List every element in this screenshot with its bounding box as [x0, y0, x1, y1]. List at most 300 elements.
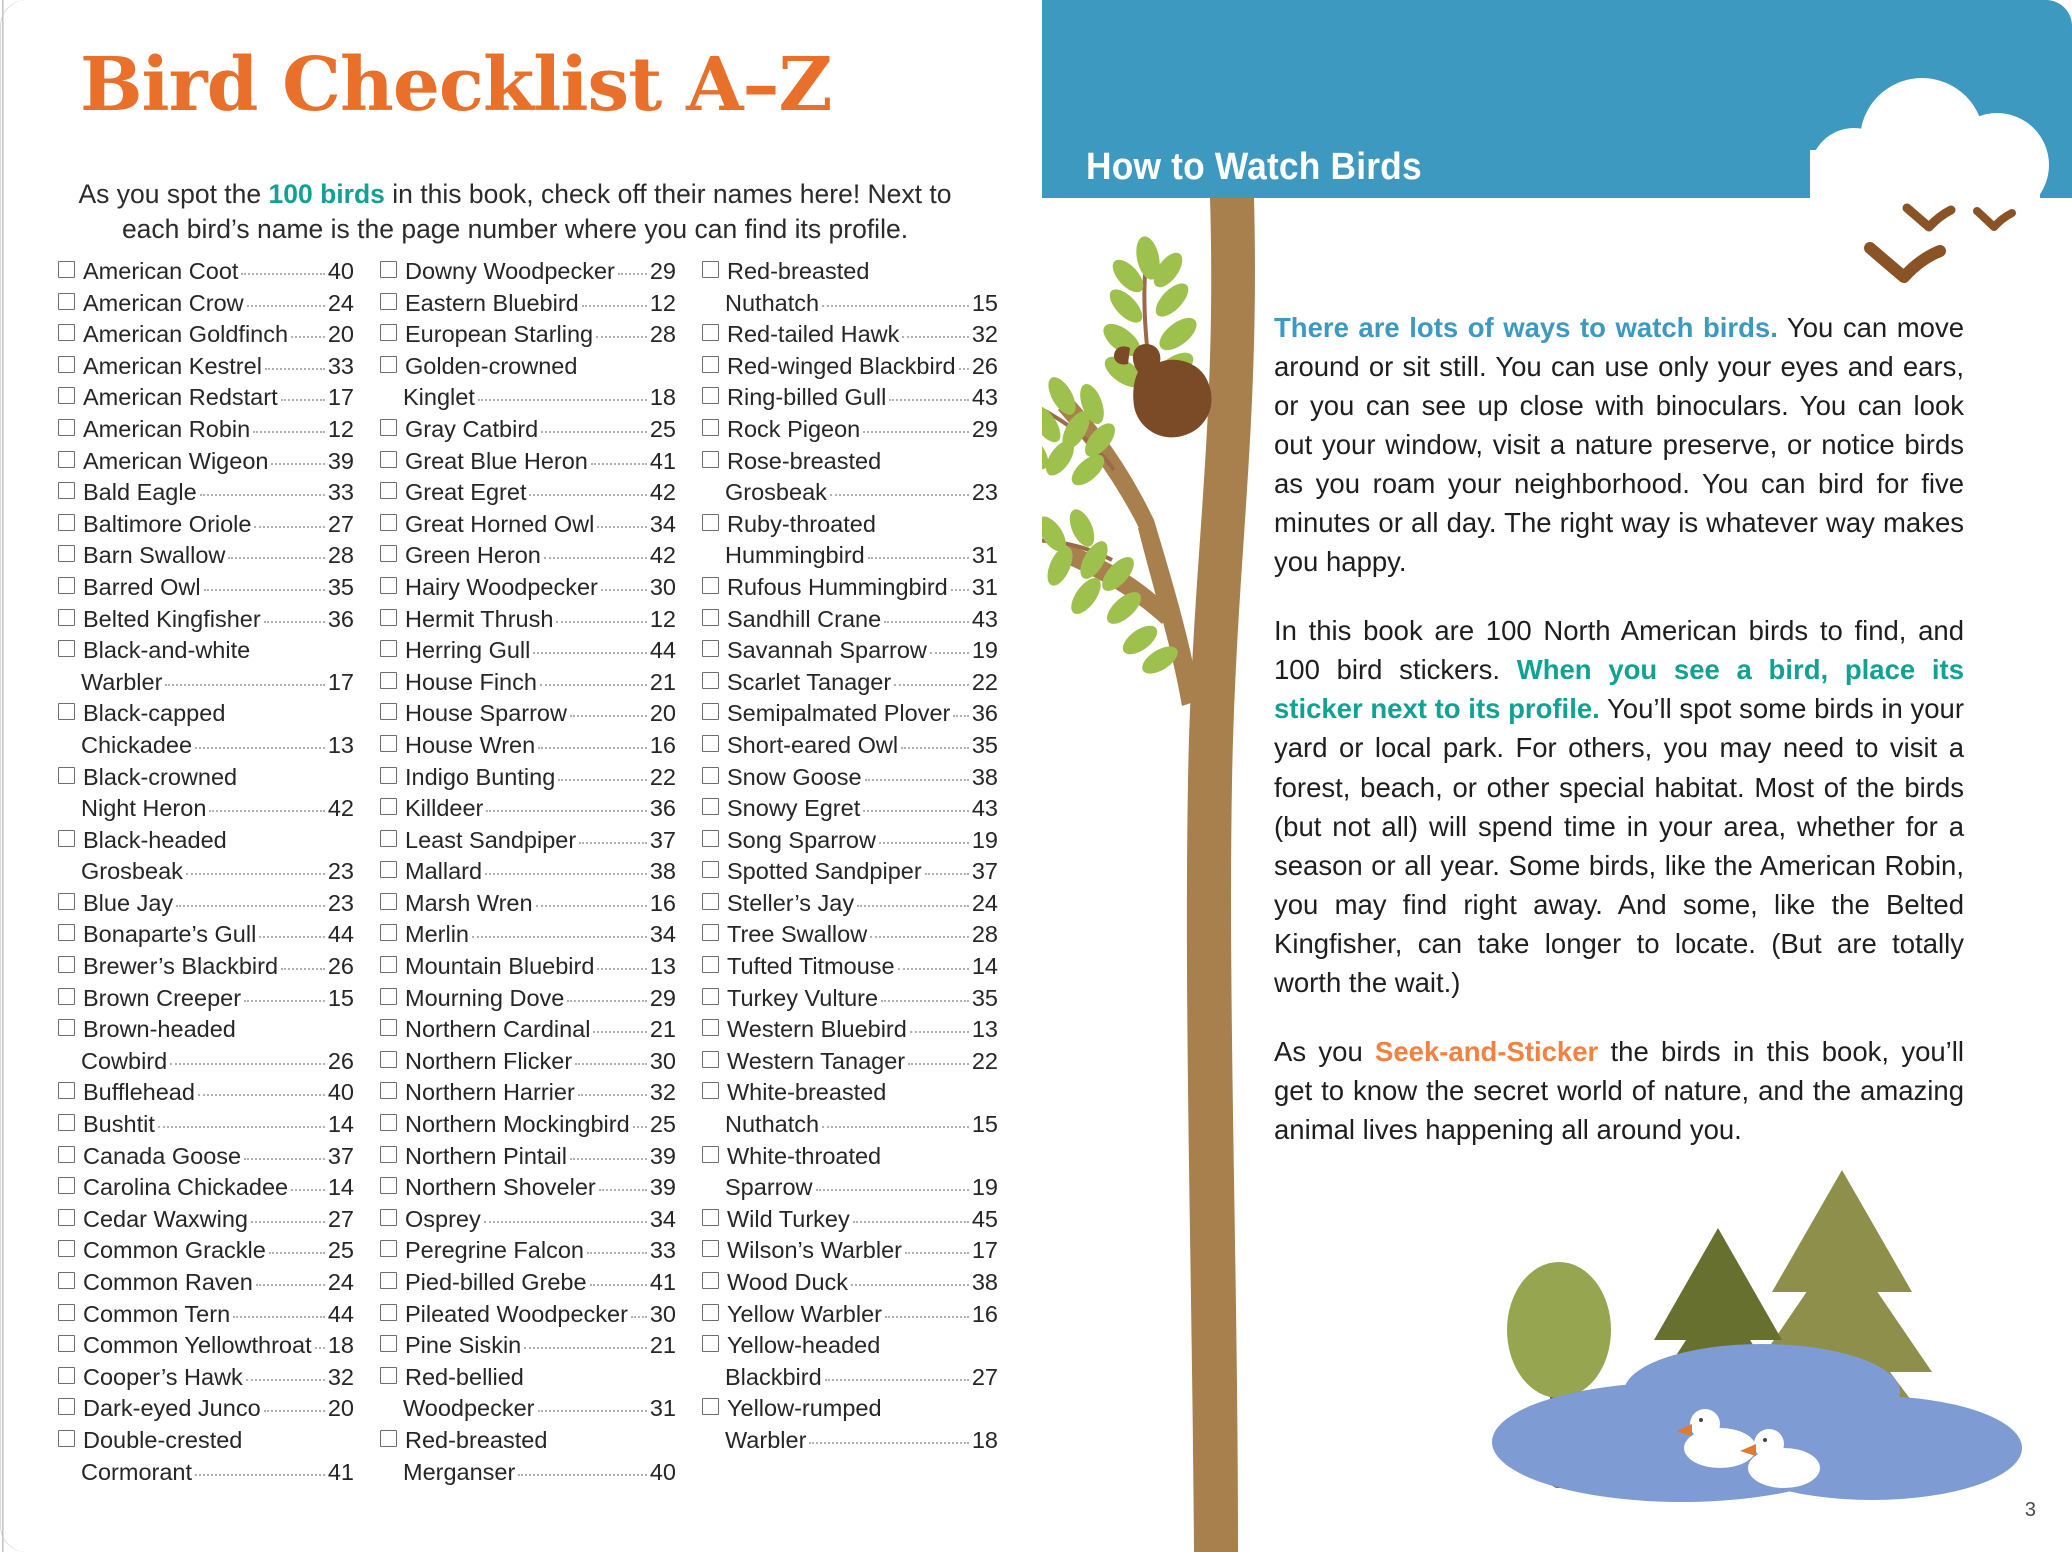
checkbox-icon[interactable]: [58, 261, 75, 278]
checklist-entry[interactable]: [58, 511, 354, 543]
checkbox-icon[interactable]: [702, 324, 719, 341]
checkbox-icon[interactable]: [380, 1019, 397, 1036]
page-number-ref: 38: [971, 1269, 998, 1295]
checkbox-icon[interactable]: [702, 924, 719, 941]
bird-name: Warbler: [725, 1426, 807, 1453]
checklist-entry[interactable]: [702, 732, 998, 764]
checkbox-icon[interactable]: [380, 419, 397, 436]
page-number-ref: 22: [971, 668, 998, 695]
page-number-ref: 35: [971, 984, 998, 1011]
checklist-entry[interactable]: [380, 764, 676, 796]
checkbox-icon[interactable]: [380, 1335, 397, 1352]
checklist-entry[interactable]: [702, 669, 998, 701]
checkbox-icon[interactable]: [380, 1082, 397, 1099]
checklist-entry[interactable]: [380, 479, 676, 511]
checklist-entry[interactable]: [702, 1269, 998, 1301]
checklist-entry[interactable]: [380, 1111, 676, 1143]
bird-name: Great Egret: [405, 479, 527, 506]
checklist-entry[interactable]: [380, 542, 676, 574]
checklist-entry[interactable]: [58, 1048, 354, 1080]
checkbox-icon[interactable]: [702, 1051, 719, 1068]
bird-name: Great Horned Owl: [405, 510, 595, 537]
checkbox-icon[interactable]: [702, 767, 719, 784]
checklist-entry[interactable]: [702, 953, 998, 985]
checklist-entry[interactable]: [702, 1332, 998, 1364]
page-number-ref: 42: [649, 479, 676, 506]
bird-name: Barred Owl: [83, 573, 201, 600]
checkbox-icon[interactable]: [702, 1209, 719, 1226]
checklist-entry[interactable]: [702, 795, 998, 827]
dot-leader: [478, 399, 647, 401]
checklist-entry[interactable]: [702, 1427, 998, 1459]
checklist-entry[interactable]: [58, 1237, 354, 1269]
bird-name: Ruby-throated: [727, 510, 876, 537]
bird-name: American Crow: [83, 289, 244, 316]
dot-leader: [618, 273, 647, 275]
page-number-ref: 29: [649, 984, 676, 1011]
checkbox-icon[interactable]: [58, 356, 75, 373]
checklist-entry[interactable]: [380, 637, 676, 669]
bird-name: Western Tanager: [727, 1047, 906, 1074]
checklist-entry[interactable]: [58, 479, 354, 511]
bird-name: Hummingbird: [725, 542, 865, 569]
checkbox-icon[interactable]: [702, 830, 719, 847]
checklist-entry[interactable]: [58, 1111, 354, 1143]
page-number-ref: 32: [649, 1079, 676, 1106]
checklist-entry[interactable]: [58, 890, 354, 922]
checklist-entry[interactable]: [58, 353, 354, 385]
checklist-entry[interactable]: [58, 416, 354, 448]
checkbox-icon[interactable]: [380, 356, 397, 373]
checkbox-icon[interactable]: [58, 514, 75, 531]
dot-leader: [247, 305, 325, 307]
checkbox-icon[interactable]: [58, 609, 75, 626]
checklist-entry[interactable]: [380, 1459, 676, 1491]
checkbox-icon[interactable]: [58, 545, 75, 562]
checkbox-icon[interactable]: [702, 798, 719, 815]
bird-name: Common Grackle: [83, 1237, 266, 1264]
dot-leader: [631, 1316, 647, 1318]
checkbox-icon[interactable]: [380, 1240, 397, 1257]
checkbox-icon[interactable]: [380, 798, 397, 815]
checklist-entry[interactable]: [380, 1237, 676, 1269]
checklist-entry[interactable]: [380, 1079, 676, 1111]
flying-birds-icon: [1870, 208, 2012, 277]
checklist-entry[interactable]: [380, 290, 676, 322]
checkbox-icon[interactable]: [380, 293, 397, 310]
bird-name: Nuthatch: [725, 289, 820, 316]
page-number-ref: 29: [649, 258, 676, 284]
checkbox-icon[interactable]: [58, 703, 75, 720]
checklist-entry[interactable]: [702, 606, 998, 638]
checklist-entry[interactable]: [380, 384, 676, 416]
checkbox-icon[interactable]: [380, 1209, 397, 1226]
checkbox-icon[interactable]: [702, 988, 719, 1005]
bird-name: Red-winged Blackbird: [727, 352, 956, 379]
checklist-entry[interactable]: [380, 1395, 676, 1427]
checklist-entry[interactable]: [702, 890, 998, 922]
dot-leader: [881, 1000, 969, 1002]
checklist-entry[interactable]: [702, 637, 998, 669]
checklist-entry[interactable]: [702, 258, 998, 290]
checklist-entry[interactable]: [58, 1143, 354, 1175]
checklist-entry[interactable]: [58, 574, 354, 606]
checkbox-icon[interactable]: [380, 324, 397, 341]
checkbox-icon[interactable]: [702, 1146, 719, 1163]
checklist-entry[interactable]: [380, 890, 676, 922]
checkbox-icon[interactable]: [58, 293, 75, 310]
dot-leader: [536, 905, 647, 907]
checklist-entry[interactable]: [380, 795, 676, 827]
intro-paragraph: [70, 177, 960, 248]
page-number-ref: 36: [327, 605, 354, 632]
page-number-ref: 22: [971, 1047, 998, 1074]
bird-name: Black-capped: [83, 700, 226, 727]
checklist-entry[interactable]: [58, 542, 354, 574]
checkbox-icon[interactable]: [58, 1335, 75, 1352]
page-number-ref: 31: [649, 1395, 676, 1422]
checkbox-icon[interactable]: [380, 924, 397, 941]
checklist-entry[interactable]: [702, 321, 998, 353]
dot-leader: [291, 336, 325, 338]
checkbox-icon[interactable]: [380, 735, 397, 752]
checkbox-icon[interactable]: [58, 1209, 75, 1226]
checklist-entry[interactable]: [702, 764, 998, 796]
page-number-ref: 28: [649, 321, 676, 348]
dot-leader: [868, 557, 969, 559]
page-number-ref: 28: [971, 921, 998, 948]
dot-leader: [281, 399, 325, 401]
checkbox-icon[interactable]: [380, 1367, 397, 1384]
checklist-entry[interactable]: [702, 827, 998, 859]
checklist-entry[interactable]: [380, 1269, 676, 1301]
checklist-entry[interactable]: [380, 858, 676, 890]
checklist-entry[interactable]: [58, 258, 354, 290]
checkbox-icon[interactable]: [380, 1051, 397, 1068]
bird-name: Brown Creeper: [83, 984, 242, 1011]
checklist-entry[interactable]: [380, 669, 676, 701]
checklist-entry[interactable]: [58, 384, 354, 416]
checklist-entry[interactable]: [58, 637, 354, 669]
checklist-entry[interactable]: [58, 1301, 354, 1333]
checkbox-icon[interactable]: [702, 261, 719, 278]
checkbox-icon[interactable]: [380, 545, 397, 562]
paragraph-pre-text: In this book are 100 North American birds to find, and 100 bird stickers.: [1274, 615, 1964, 686]
checklist-entry[interactable]: [58, 1269, 354, 1301]
bird-name: Night Heron: [81, 795, 207, 822]
checkbox-icon[interactable]: [380, 956, 397, 973]
checklist-entry[interactable]: [702, 1364, 998, 1396]
page-number-ref: 41: [649, 1269, 676, 1295]
checklist-entry[interactable]: [702, 416, 998, 448]
checkbox-icon[interactable]: [380, 703, 397, 720]
checklist-entry[interactable]: [380, 700, 676, 732]
checklist-entry[interactable]: [702, 574, 998, 606]
checkbox-icon[interactable]: [58, 1146, 75, 1163]
checkbox-icon[interactable]: [58, 830, 75, 847]
dot-leader: [158, 1126, 325, 1128]
dot-leader: [633, 1126, 647, 1128]
checklist-entry[interactable]: [380, 1048, 676, 1080]
checkbox-icon[interactable]: [380, 988, 397, 1005]
section-title: How to Watch Birds: [1086, 146, 1422, 188]
checkbox-icon[interactable]: [58, 324, 75, 341]
page-number-ref: 24: [327, 289, 354, 316]
checkbox-icon[interactable]: [58, 1367, 75, 1384]
checkbox-icon[interactable]: [380, 1430, 397, 1447]
checkbox-icon[interactable]: [380, 1272, 397, 1289]
checklist-entry[interactable]: [58, 700, 354, 732]
checklist-entry[interactable]: [58, 732, 354, 764]
checkbox-icon[interactable]: [702, 861, 719, 878]
checklist-entry[interactable]: [58, 827, 354, 859]
checklist-entry[interactable]: [58, 448, 354, 480]
bird-name: House Sparrow: [405, 700, 567, 727]
checkbox-icon[interactable]: [380, 672, 397, 689]
checkbox-icon[interactable]: [380, 1114, 397, 1131]
checklist-entry[interactable]: [702, 353, 998, 385]
checkbox-icon[interactable]: [58, 767, 75, 784]
bird-name: House Finch: [405, 668, 537, 695]
checkbox-icon[interactable]: [702, 1240, 719, 1257]
checkbox-icon[interactable]: [58, 640, 75, 657]
checkbox-icon[interactable]: [58, 1272, 75, 1289]
checklist-entry[interactable]: [380, 511, 676, 543]
checkbox-icon[interactable]: [58, 924, 75, 941]
checkbox-icon[interactable]: [702, 672, 719, 689]
dot-leader: [485, 873, 647, 875]
dot-leader: [281, 968, 325, 970]
dot-leader: [809, 1442, 968, 1444]
checklist-entry[interactable]: [702, 479, 998, 511]
checklist-entry[interactable]: [380, 321, 676, 353]
checkbox-icon[interactable]: [380, 577, 397, 594]
checklist-entry[interactable]: [58, 921, 354, 953]
checklist-entry[interactable]: [702, 1111, 998, 1143]
checkbox-icon[interactable]: [58, 1177, 75, 1194]
checkbox-icon[interactable]: [380, 609, 397, 626]
checklist-entry[interactable]: [380, 985, 676, 1017]
checkbox-icon[interactable]: [702, 640, 719, 657]
checkbox-icon[interactable]: [702, 893, 719, 910]
checkbox-icon[interactable]: [380, 830, 397, 847]
checkbox-icon[interactable]: [702, 387, 719, 404]
checkbox-icon[interactable]: [380, 640, 397, 657]
checklist-entry[interactable]: [58, 290, 354, 322]
checklist-entry[interactable]: [380, 1332, 676, 1364]
checkbox-icon[interactable]: [58, 577, 75, 594]
checkbox-icon[interactable]: [58, 419, 75, 436]
checklist-entry[interactable]: [58, 1079, 354, 1111]
checklist-entry[interactable]: [702, 700, 998, 732]
checkbox-icon[interactable]: [58, 482, 75, 499]
page-number-ref: 39: [649, 1174, 676, 1201]
checklist-entry[interactable]: [702, 921, 998, 953]
checkbox-icon[interactable]: [58, 1398, 75, 1415]
checklist-entry[interactable]: [58, 669, 354, 701]
checkbox-icon[interactable]: [702, 1272, 719, 1289]
checklist-entry[interactable]: [380, 732, 676, 764]
checklist-entry[interactable]: [58, 1206, 354, 1238]
bird-name: Indigo Bunting: [405, 763, 556, 790]
bird-name: Herring Gull: [405, 637, 531, 664]
checkbox-icon[interactable]: [58, 988, 75, 1005]
checklist-entry[interactable]: [58, 953, 354, 985]
bird-name: Cowbird: [81, 1047, 168, 1074]
checkbox-icon[interactable]: [702, 956, 719, 973]
checklist-entry[interactable]: [58, 1459, 354, 1491]
checkbox-icon[interactable]: [380, 482, 397, 499]
checklist-entry[interactable]: [380, 827, 676, 859]
checklist-entry[interactable]: [702, 1048, 998, 1080]
checklist-entry[interactable]: [702, 448, 998, 480]
checklist-entry[interactable]: [380, 921, 676, 953]
checkbox-icon[interactable]: [58, 956, 75, 973]
checkbox-icon[interactable]: [58, 1114, 75, 1131]
bird-checklist: [58, 258, 998, 1490]
checkbox-icon[interactable]: [702, 577, 719, 594]
checkbox-icon[interactable]: [380, 451, 397, 468]
checklist-entry[interactable]: [702, 985, 998, 1017]
checklist-entry[interactable]: [58, 985, 354, 1017]
checkbox-icon[interactable]: [702, 609, 719, 626]
page-number-ref: 12: [649, 289, 676, 316]
dot-leader: [853, 1221, 969, 1223]
dot-leader: [910, 1031, 969, 1033]
checklist-entry[interactable]: [702, 384, 998, 416]
checklist-entry[interactable]: [702, 290, 998, 322]
dot-leader: [244, 1000, 325, 1002]
bird-name: Nuthatch: [725, 1111, 820, 1138]
checklist-entry[interactable]: [702, 542, 998, 574]
checklist-entry[interactable]: [58, 1332, 354, 1364]
dot-leader: [195, 1474, 325, 1476]
checklist-entry[interactable]: [380, 448, 676, 480]
perched-bird-icon: [1114, 344, 1212, 437]
bird-name: Black-crowned: [83, 763, 238, 790]
page-number-ref: 23: [327, 889, 354, 916]
checklist-entry[interactable]: [702, 1395, 998, 1427]
checklist-entry[interactable]: [702, 858, 998, 890]
bird-name: Peregrine Falcon: [405, 1237, 584, 1264]
checklist-entry[interactable]: [380, 416, 676, 448]
checklist-entry[interactable]: [380, 953, 676, 985]
bird-name: Grosbeak: [725, 479, 827, 506]
checklist-entry[interactable]: [58, 1174, 354, 1206]
dot-leader: [556, 621, 646, 623]
checkbox-icon[interactable]: [58, 1430, 75, 1447]
checkbox-icon[interactable]: [58, 1082, 75, 1099]
checkbox-icon[interactable]: [58, 451, 75, 468]
checklist-entry[interactable]: [702, 1143, 998, 1175]
bird-name: Cedar Waxwing: [83, 1205, 248, 1232]
checklist-entry[interactable]: [380, 1016, 676, 1048]
bird-name: Kinglet: [403, 384, 475, 411]
checkbox-icon[interactable]: [380, 893, 397, 910]
checklist-entry[interactable]: [58, 795, 354, 827]
dot-leader: [540, 684, 647, 686]
checkbox-icon[interactable]: [58, 893, 75, 910]
checkbox-icon[interactable]: [702, 451, 719, 468]
checklist-entry[interactable]: [58, 1016, 354, 1048]
checklist-entry[interactable]: [380, 1143, 676, 1175]
checklist-entry[interactable]: [380, 1427, 676, 1459]
page-number-ref: 33: [327, 352, 354, 379]
dot-leader: [863, 431, 969, 433]
checklist-entry[interactable]: [58, 858, 354, 890]
checklist-entry[interactable]: [58, 1427, 354, 1459]
checklist-entry[interactable]: [702, 1079, 998, 1111]
checklist-entry[interactable]: [380, 574, 676, 606]
checkbox-icon[interactable]: [380, 261, 397, 278]
checklist-entry[interactable]: [702, 1016, 998, 1048]
checkbox-icon[interactable]: [702, 419, 719, 436]
dot-leader: [291, 1189, 325, 1191]
checkbox-icon[interactable]: [58, 1240, 75, 1257]
bird-name: Savannah Sparrow: [727, 637, 927, 664]
checkbox-icon[interactable]: [702, 1398, 719, 1415]
checklist-entry[interactable]: [380, 1364, 676, 1396]
checklist-entry[interactable]: [702, 1237, 998, 1269]
bird-name: Spotted Sandpiper: [727, 858, 922, 885]
checkbox-icon[interactable]: [380, 767, 397, 784]
checklist-entry[interactable]: [380, 1174, 676, 1206]
checklist-entry[interactable]: [58, 321, 354, 353]
checkbox-icon[interactable]: [380, 1177, 397, 1194]
checkbox-icon[interactable]: [702, 703, 719, 720]
bird-name: Northern Mockingbird: [405, 1111, 630, 1138]
page-number-ref: 21: [649, 668, 676, 695]
dot-leader: [524, 1347, 647, 1349]
checkbox-icon[interactable]: [702, 514, 719, 531]
checklist-entry[interactable]: [380, 1301, 676, 1333]
checkbox-icon[interactable]: [58, 387, 75, 404]
checklist-entry[interactable]: [380, 606, 676, 638]
checkbox-icon[interactable]: [702, 1335, 719, 1352]
checklist-entry[interactable]: [58, 606, 354, 638]
checkbox-icon[interactable]: [702, 1304, 719, 1321]
checkbox-icon[interactable]: [702, 1019, 719, 1036]
bird-name: Woodpecker: [403, 1395, 535, 1422]
checklist-entry[interactable]: [702, 1206, 998, 1238]
checkbox-icon[interactable]: [380, 514, 397, 531]
paragraph-2: [1274, 611, 1964, 1001]
checklist-entry[interactable]: [380, 1206, 676, 1238]
checkbox-icon[interactable]: [380, 1304, 397, 1321]
checkbox-icon[interactable]: [58, 1304, 75, 1321]
checklist-entry[interactable]: [380, 258, 676, 290]
checklist-entry[interactable]: [702, 1174, 998, 1206]
bird-name: Gray Catbird: [405, 415, 539, 442]
checkbox-icon[interactable]: [702, 356, 719, 373]
checklist-entry[interactable]: [702, 511, 998, 543]
page-number-ref: 15: [971, 289, 998, 316]
checklist-entry[interactable]: [380, 353, 676, 385]
checklist-entry[interactable]: [702, 1301, 998, 1333]
bird-name: Scarlet Tanager: [727, 668, 892, 695]
checkbox-icon[interactable]: [380, 861, 397, 878]
page-number-ref: 37: [971, 858, 998, 885]
checklist-entry[interactable]: [58, 1395, 354, 1427]
bird-name: Western Bluebird: [727, 1016, 907, 1043]
checkbox-icon[interactable]: [380, 1146, 397, 1163]
page-number-ref: 17: [327, 384, 354, 411]
checkbox-icon[interactable]: [702, 735, 719, 752]
checklist-entry[interactable]: [58, 764, 354, 796]
checkbox-icon[interactable]: [58, 1019, 75, 1036]
checklist-entry[interactable]: [58, 1364, 354, 1396]
checkbox-icon[interactable]: [702, 1082, 719, 1099]
